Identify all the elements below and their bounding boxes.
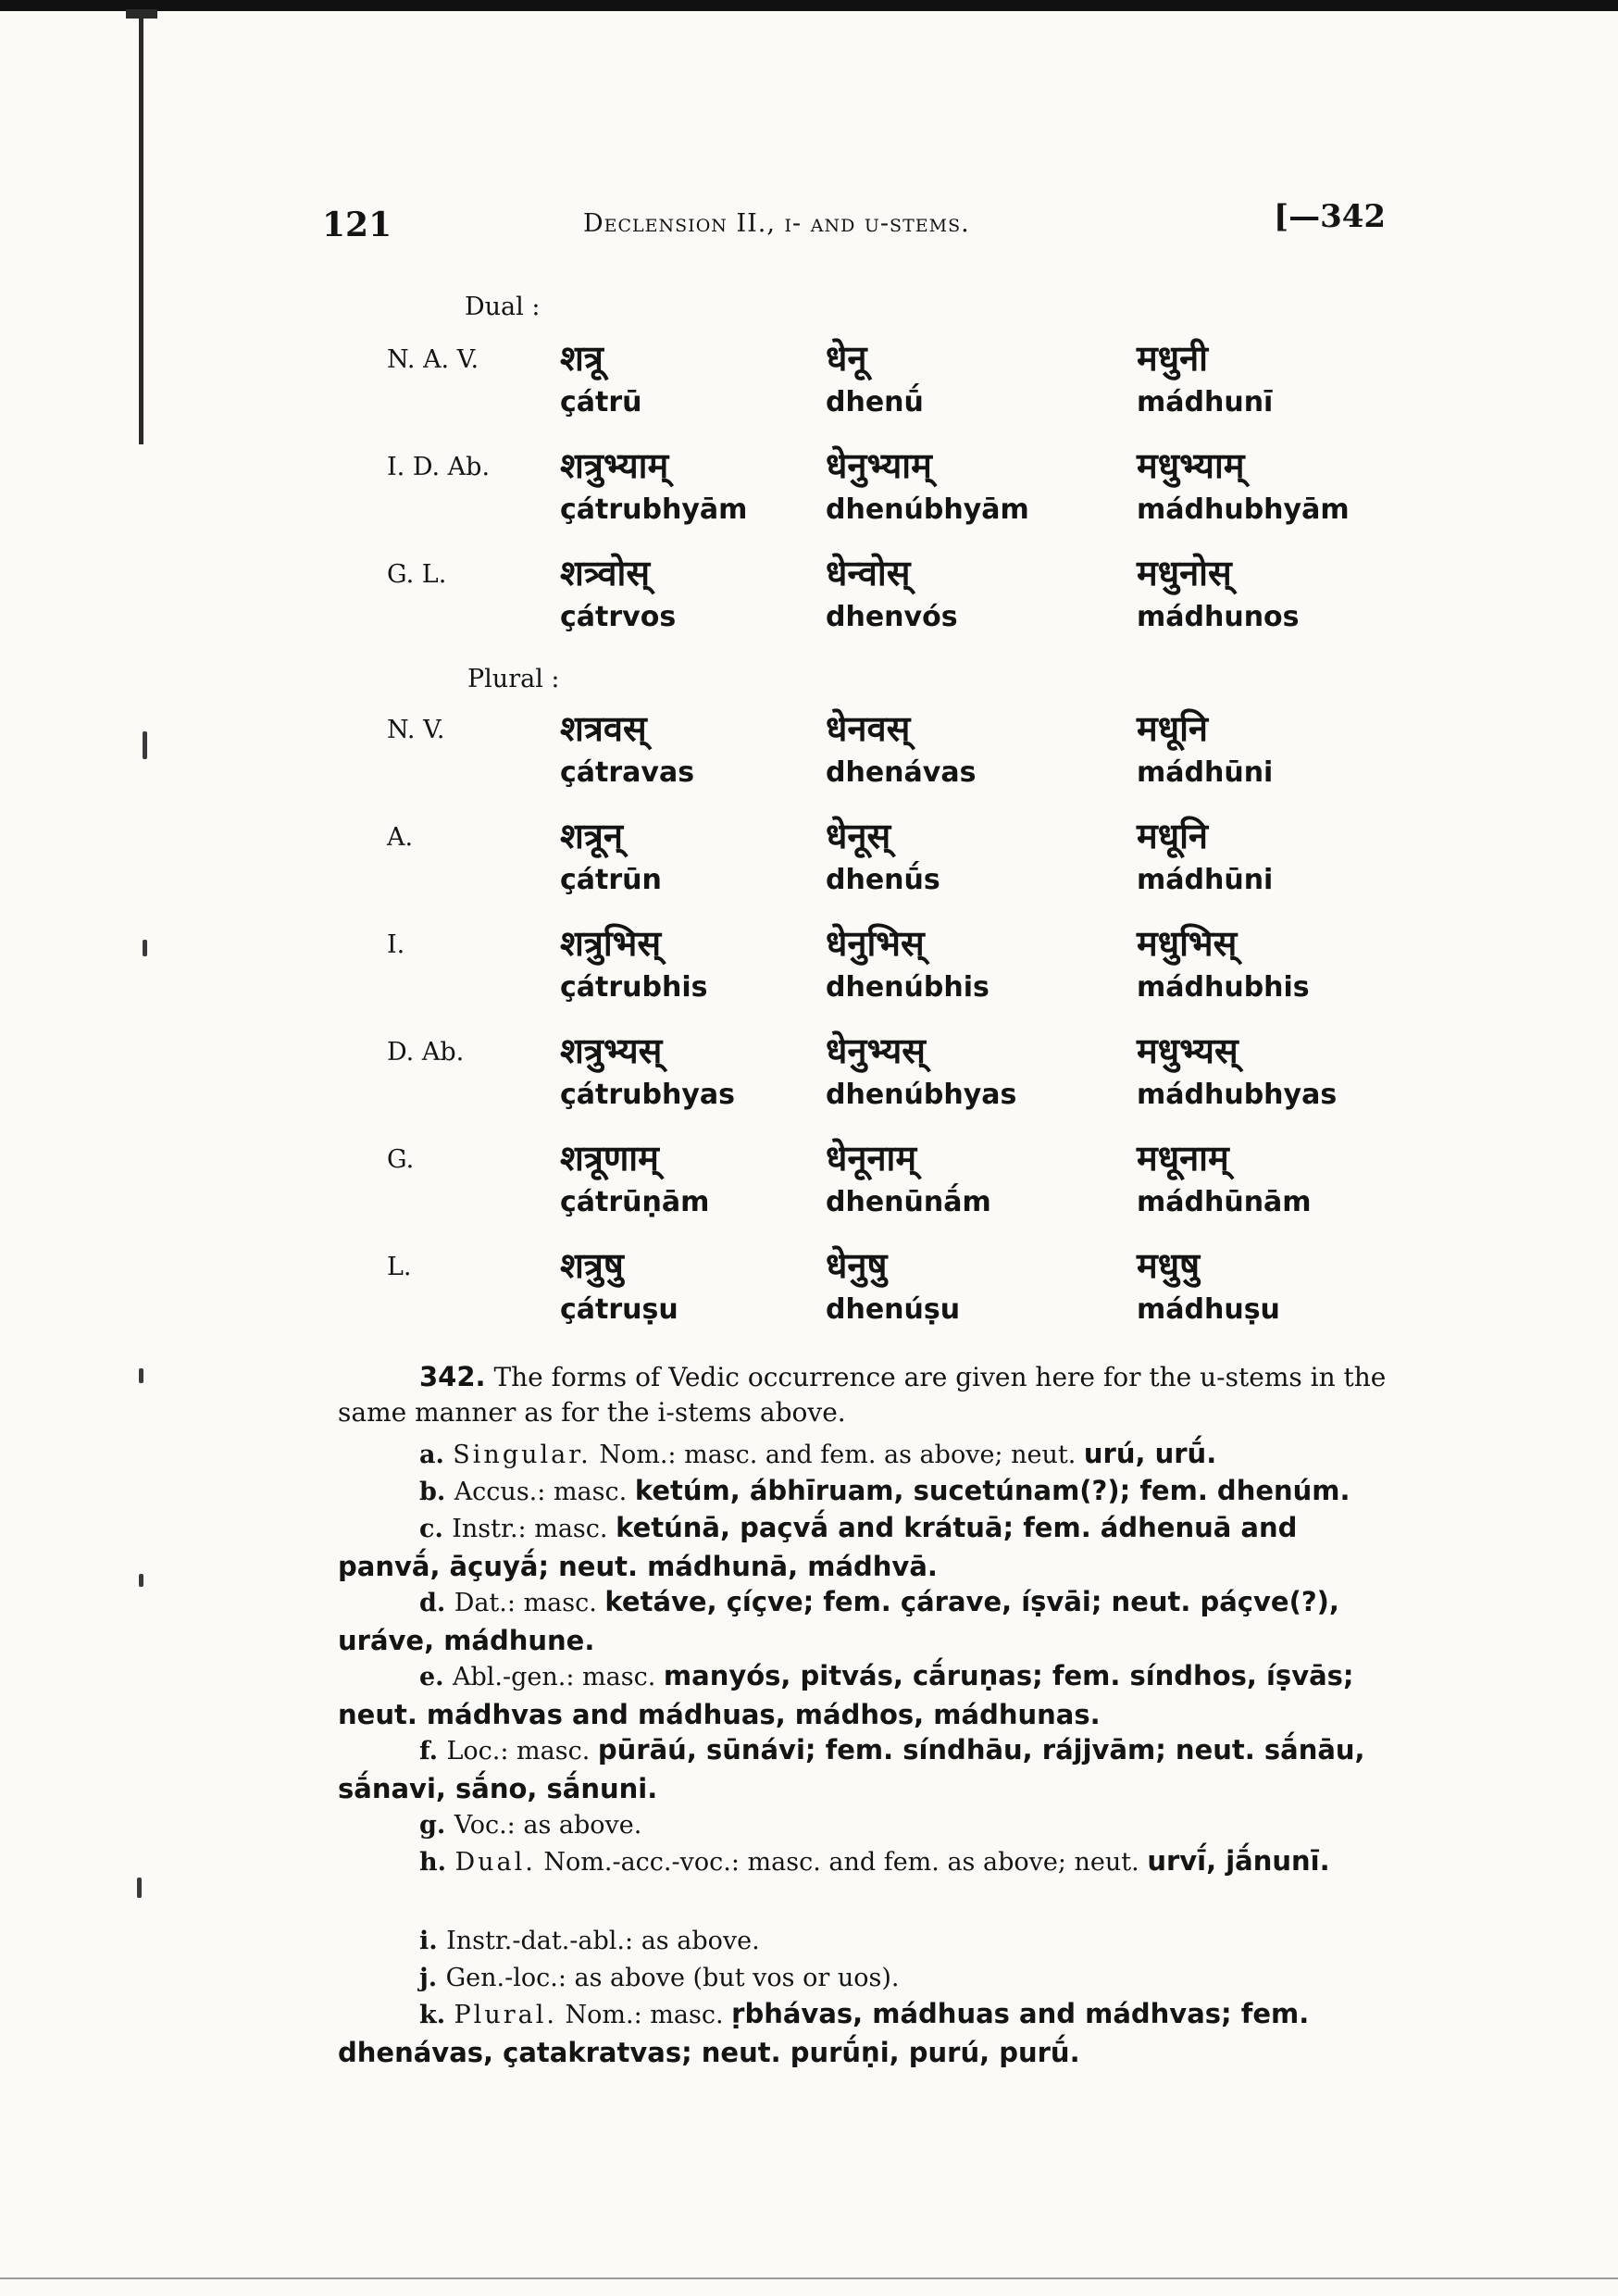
devanagari-form: धेनुषु <box>826 1245 888 1286</box>
gutter-speck <box>139 1574 143 1587</box>
devanagari-form: धेनुभिस् <box>826 923 925 964</box>
plural-label: Plural : <box>467 665 560 693</box>
transliteration: çátrubhyām <box>560 493 748 526</box>
devanagari-form: शत्रुभ्याम् <box>560 445 669 486</box>
stem-dhenu-form <box>826 445 1140 545</box>
devanagari-form: शत्रून् <box>560 816 623 856</box>
transliteration: mádhunī <box>1137 386 1274 418</box>
item-key: f. <box>419 1737 447 1766</box>
devanagari-form: धेनुभ्याम् <box>826 445 932 486</box>
item-forms: urvī́, jā́nunī. <box>1147 1845 1330 1877</box>
item-text: as above (but vos or uos). <box>574 1964 900 1992</box>
case-label: G. L. <box>387 560 447 589</box>
devanagari-form: धेनूस् <box>826 816 891 856</box>
item-forms: ketúm, ábhīruam, sucetúnam(?); fem. dhenúm. <box>634 1475 1350 1506</box>
case-label: G. <box>387 1145 415 1174</box>
form-item <box>338 1805 1402 1844</box>
item-key: d. <box>419 1589 454 1617</box>
item-key: g. <box>419 1811 454 1840</box>
stem-dhenu-form <box>826 1030 1140 1130</box>
devanagari-form: मधुनोस् <box>1137 553 1232 593</box>
case-label: A. <box>387 823 414 852</box>
item-key: c. <box>419 1515 453 1543</box>
form-item <box>338 1921 1402 1960</box>
form-item <box>338 1657 1402 1735</box>
paradigm-row <box>0 445 1618 545</box>
dual-label: Dual : <box>465 293 541 321</box>
transliteration: çátrūn <box>560 864 662 896</box>
paragraph-342 <box>338 1359 1402 1430</box>
stem-madhu-form <box>1137 553 1451 653</box>
item-forms: ṛbhávas, mádhuas and mádhvas; fem. dhenávas, çatakratvas; neut. purū́ṇi, purú, purū́. <box>338 1998 1310 2068</box>
transliteration: çátravas <box>560 756 695 789</box>
stem-dhenu-form <box>826 553 1140 653</box>
item-label: Gen.-loc.: <box>445 1964 566 1992</box>
scan-top-border <box>0 0 1618 11</box>
form-item <box>338 1583 1402 1661</box>
item-label: Singular. <box>453 1441 591 1469</box>
item-text: masc. <box>517 1737 591 1766</box>
item-forms: urú, urū́. <box>1083 1438 1217 1469</box>
devanagari-form: मधूनि <box>1137 708 1209 749</box>
item-forms: ketáve, çíçve; fem. çárave, íṣvāi; neut. páçve(?), uráve, mádhune. <box>338 1586 1339 1656</box>
devanagari-form: धेनवस् <box>826 708 911 749</box>
form-item <box>338 1842 1402 1881</box>
transliteration: mádhūni <box>1137 864 1274 896</box>
devanagari-form: मधूनि <box>1137 816 1209 856</box>
paradigm-row <box>0 923 1618 1023</box>
transliteration: çátrvos <box>560 601 677 633</box>
devanagari-form: शत्रुषु <box>560 1245 624 1286</box>
devanagari-form: धेनुभ्यस् <box>826 1030 926 1071</box>
stem-madhu-form <box>1137 708 1451 808</box>
paragraph-text: The forms of Vedic occurrence are given here for the u-stems in the same manner as for the i-stems above. <box>338 1362 1387 1428</box>
form-item <box>338 1509 1402 1587</box>
transliteration: dhenvós <box>826 601 958 633</box>
gutter-speck <box>139 1368 143 1383</box>
devanagari-form: मधुनी <box>1137 338 1209 379</box>
item-label: Plural. <box>454 2001 557 2029</box>
devanagari-form: शत्र्वोस् <box>560 553 651 593</box>
case-label: L. <box>387 1253 412 1281</box>
item-text: masc. <box>582 1663 656 1691</box>
form-item <box>338 1472 1402 1511</box>
transliteration: dhenúbhis <box>826 971 989 1004</box>
paradigm-row <box>0 1030 1618 1130</box>
stem-madhu-form <box>1137 923 1451 1023</box>
form-item <box>338 1731 1402 1809</box>
page-number: 121 <box>322 206 392 244</box>
paradigm-row <box>0 338 1618 438</box>
transliteration: mádhubhyas <box>1137 1079 1338 1111</box>
paradigm-row <box>0 1138 1618 1238</box>
item-forms: pūrāú, sūnávi; fem. síndhāu, rájjvām; neut. sā́nāu, sā́navi, sā́no, sā́nuni. <box>338 1734 1365 1804</box>
stem-madhu-form <box>1137 1245 1451 1345</box>
case-label: D. Ab. <box>387 1038 465 1067</box>
page-title: Declension II., i- and u-stems. <box>583 209 970 238</box>
devanagari-form: धेनू <box>826 338 867 379</box>
transliteration: mádhuṣu <box>1137 1293 1280 1326</box>
item-key: b. <box>419 1478 454 1506</box>
paradigm-row <box>0 553 1618 653</box>
transliteration: dhenúbhyas <box>826 1079 1017 1111</box>
item-key: i. <box>419 1927 447 1955</box>
devanagari-form: मधुभ्याम् <box>1137 445 1245 486</box>
stem-dhenu-form <box>826 338 1140 438</box>
transliteration: dhenúbhyām <box>826 493 1029 526</box>
item-label: Loc.: <box>446 1737 509 1766</box>
case-label: I. D. Ab. <box>387 453 491 481</box>
item-label: Instr.: <box>452 1515 527 1543</box>
paradigm-row <box>0 1245 1618 1345</box>
item-label: Voc.: <box>454 1811 516 1840</box>
item-text: Nom.: masc. and fem. as above; neut. <box>599 1441 1077 1469</box>
item-label: Instr.-dat.-abl.: <box>446 1927 634 1955</box>
devanagari-form: मधूनाम् <box>1137 1138 1229 1179</box>
item-label: Dat.: <box>454 1589 516 1617</box>
devanagari-form: धेनूनाम् <box>826 1138 917 1179</box>
stem-dhenu-form <box>826 708 1140 808</box>
stem-madhu-form <box>1137 338 1451 438</box>
devanagari-form: शत्रू <box>560 338 604 379</box>
devanagari-form: शत्रूणाम् <box>560 1138 659 1179</box>
item-text: masc. <box>553 1478 628 1506</box>
devanagari-form: मधुभ्यस् <box>1137 1030 1238 1071</box>
transliteration: dhenū́s <box>826 864 940 896</box>
stem-dhenu-form <box>826 1138 1140 1238</box>
stem-madhu-form <box>1137 816 1451 916</box>
item-forms: ketúnā, paçvā́ and krátuā; fem. ádhenuā and panvā́, āçuyā́; neut. mádhunā, mádhvā. <box>338 1512 1298 1582</box>
item-forms: manyós, pitvás, cā́ruṇas; fem. síndhos, íṣvās; neut. mádhvas and mádhuas, mádhos, mádhunas. <box>338 1660 1354 1730</box>
item-key: e. <box>419 1663 453 1691</box>
devanagari-form: शत्रवस् <box>560 708 647 749</box>
case-label: N. V. <box>387 716 445 744</box>
section-reference: [—342 <box>1274 198 1387 235</box>
running-header <box>0 198 1618 254</box>
transliteration: dhenūnā́m <box>826 1186 991 1218</box>
transliteration: dhenū́ <box>826 386 924 418</box>
item-key: h. <box>419 1848 455 1877</box>
gutter-speck <box>137 1878 142 1898</box>
devanagari-form: शत्रुभिस् <box>560 923 662 964</box>
case-label: N. A. V. <box>387 345 479 374</box>
item-text: as above. <box>523 1811 642 1840</box>
paragraph-number: 342. <box>419 1361 486 1392</box>
stem-dhenu-form <box>826 923 1140 1023</box>
transliteration: mádhūni <box>1137 756 1274 789</box>
form-item <box>338 1958 1402 1997</box>
stem-madhu-form <box>1137 1138 1451 1238</box>
form-item <box>338 1995 1402 2073</box>
transliteration: çátrū <box>560 386 642 418</box>
paradigm-row <box>0 708 1618 808</box>
devanagari-form: मधुषु <box>1137 1245 1201 1286</box>
item-label: Accus.: <box>454 1478 546 1506</box>
transliteration: çátrubhyas <box>560 1079 736 1111</box>
transliteration: çátruṣu <box>560 1293 678 1326</box>
item-text: as above. <box>641 1927 760 1955</box>
stem-dhenu-form <box>826 1245 1140 1345</box>
item-key: k. <box>419 2001 454 2029</box>
item-text: Nom.-acc.-voc.: masc. and fem. as above; neut. <box>543 1848 1139 1877</box>
item-label: Abl.-gen.: <box>452 1663 575 1691</box>
devanagari-form: मधुभिस् <box>1137 923 1238 964</box>
devanagari-form: शत्रुभ्यस् <box>560 1030 663 1071</box>
transliteration: mádhubhis <box>1137 971 1310 1004</box>
stem-dhenu-form <box>826 816 1140 916</box>
devanagari-form: धेन्वोस् <box>826 553 911 593</box>
item-key: j. <box>419 1964 446 1992</box>
transliteration: mádhūnām <box>1137 1186 1312 1218</box>
item-text: masc. <box>523 1589 597 1617</box>
transliteration: dhenávas <box>826 756 977 789</box>
form-item <box>338 1435 1402 1474</box>
item-text: Nom.: masc. <box>565 2001 724 2029</box>
stem-madhu-form <box>1137 445 1451 545</box>
item-key: a. <box>419 1441 454 1469</box>
transliteration: çátrubhis <box>560 971 708 1004</box>
item-text: masc. <box>534 1515 608 1543</box>
transliteration: dhenúṣu <box>826 1293 961 1326</box>
stem-madhu-form <box>1137 1030 1451 1130</box>
transliteration: mádhunos <box>1137 601 1300 633</box>
scan-bottom-edge <box>0 2277 1618 2279</box>
item-label: Dual. <box>454 1848 536 1877</box>
transliteration: çátrūṇām <box>560 1186 710 1218</box>
transliteration: mádhubhyām <box>1137 493 1350 526</box>
paradigm-row <box>0 816 1618 916</box>
case-label: I. <box>387 930 405 959</box>
